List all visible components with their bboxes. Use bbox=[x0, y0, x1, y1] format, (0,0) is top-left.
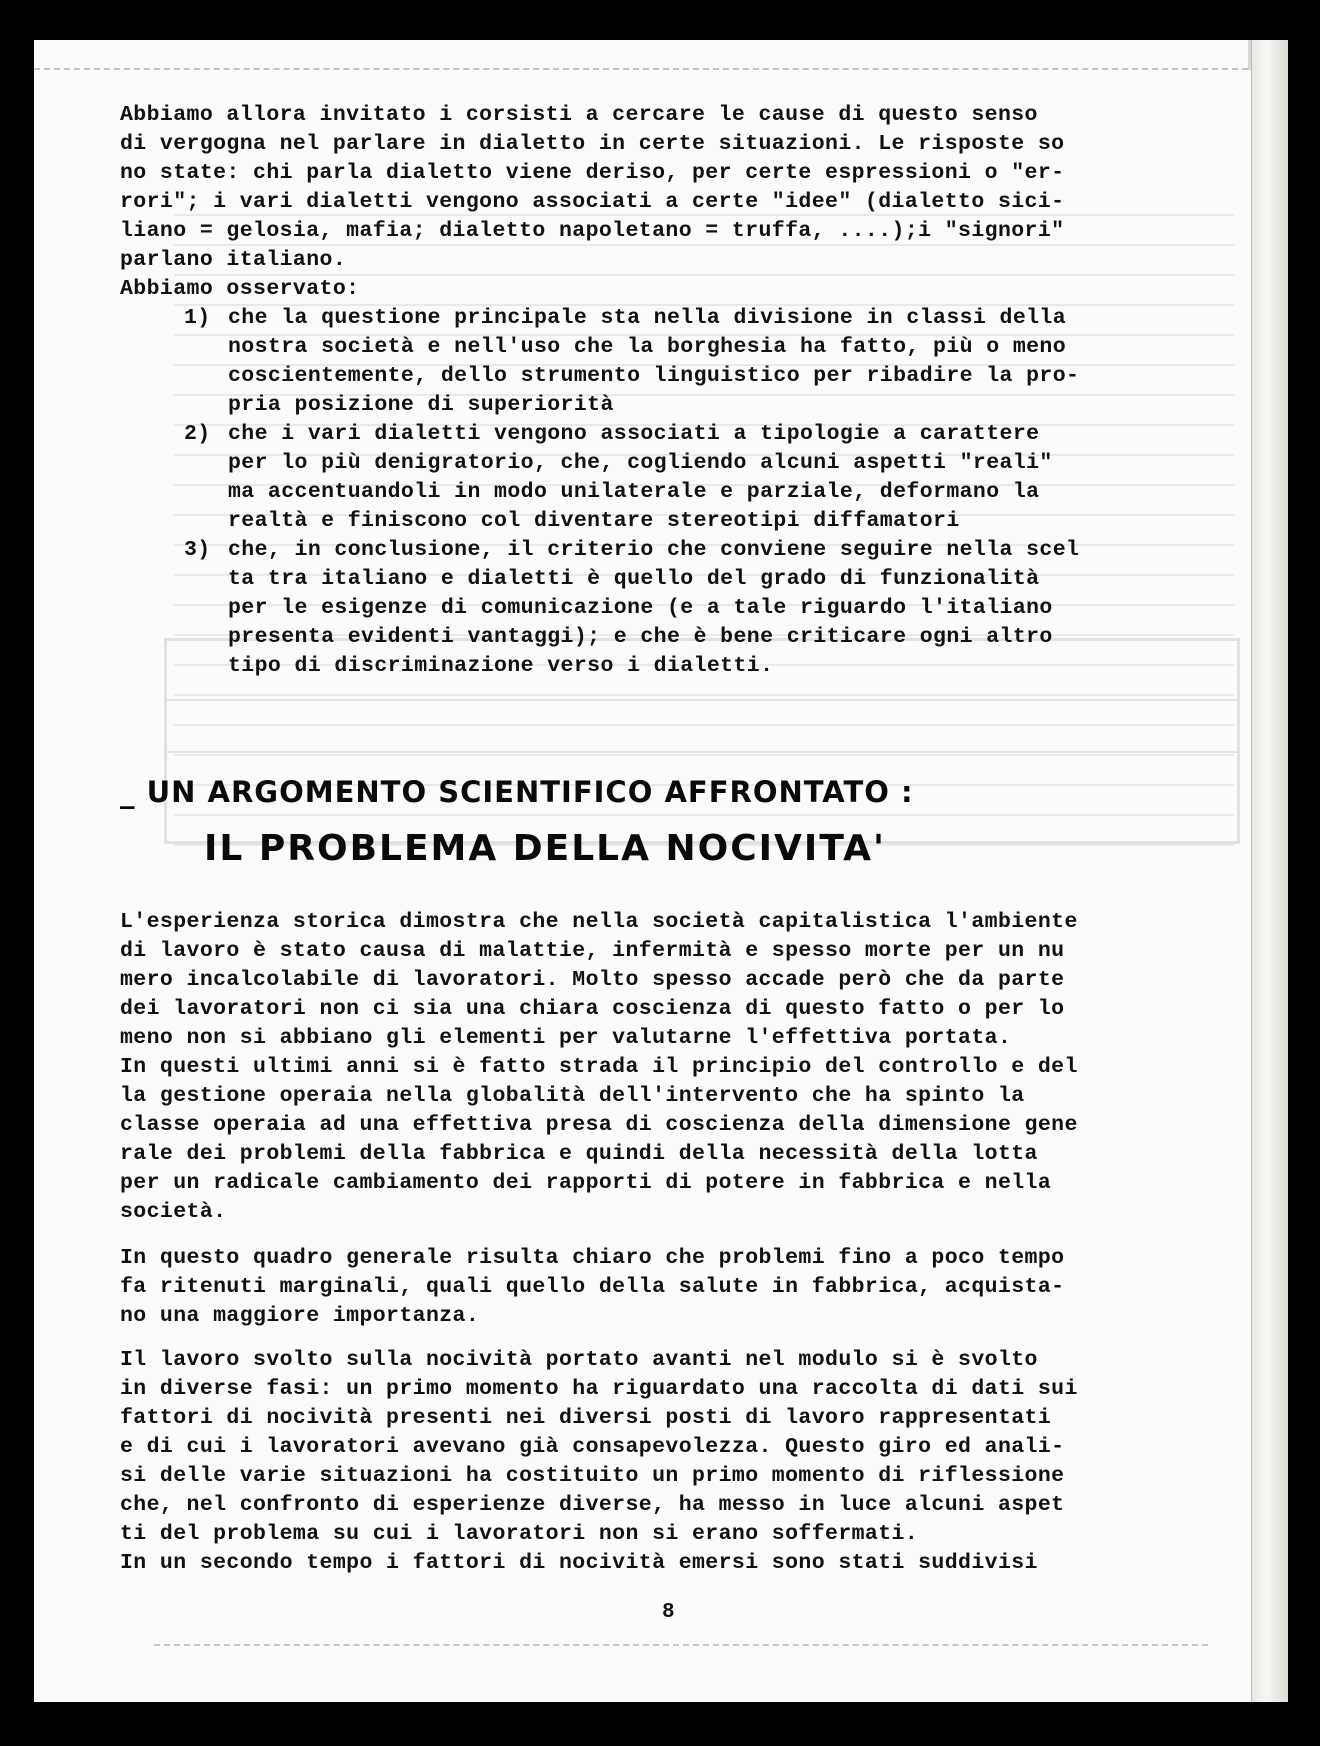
text-line: per un radicale cambiamento dei rapporti di potere in fabbrica e nella bbox=[120, 1171, 1052, 1195]
text-line: classe operaia ad una effettiva presa di coscienza della dimensione gene bbox=[120, 1113, 1078, 1137]
text-line: dei lavoratori non ci sia una chiara coscienza di questo fatto o per lo bbox=[120, 997, 1065, 1021]
text-line: di lavoro è stato causa di malattie, infermità e spesso morte per un nu bbox=[120, 939, 1065, 963]
text-line: realtà e finiscono col diventare stereotipi diffamatori bbox=[228, 509, 960, 533]
top-edge-dashes bbox=[34, 68, 1248, 70]
list-number: 2) bbox=[184, 422, 211, 446]
text-line: nostra società e nell'uso che la borghesia ha fatto, più o meno bbox=[228, 335, 1067, 359]
text-line: rale dei problemi della fabbrica e quindi della necessità della lotta bbox=[120, 1142, 1038, 1166]
text-line: tipo di discriminazione verso i dialetti. bbox=[228, 654, 774, 678]
text-line: ma accentuandoli in modo unilaterale e parziale, deformano la bbox=[228, 480, 1040, 504]
text-line: la gestione operaia nella globalità dell'intervento che ha spinto la bbox=[120, 1084, 1025, 1108]
text-line: società. bbox=[120, 1200, 227, 1224]
text-line: che la questione principale sta nella divisione in classi della bbox=[228, 306, 1067, 330]
text-line: per lo più denigratorio, che, cogliendo alcuni aspetti "reali" bbox=[228, 451, 1053, 475]
text-line: L'esperienza storica dimostra che nella società capitalistica l'ambiente bbox=[120, 910, 1078, 934]
text-line: ta tra italiano e dialetti è quello del grado di funzionalità bbox=[228, 567, 1040, 591]
section-heading-title: IL PROBLEMA DELLA NOCIVITA' bbox=[204, 828, 886, 869]
text-line: meno non si abbiano gli elementi per valutarne l'effettiva portata. bbox=[120, 1026, 1012, 1050]
text-line: che, nel confronto di esperienze diverse, ha messo in luce alcuni aspet bbox=[120, 1493, 1065, 1517]
text-line: in diverse fasi: un primo momento ha riguardato una raccolta di dati sui bbox=[120, 1377, 1078, 1401]
document-page bbox=[34, 40, 1288, 1702]
bottom-edge-dashes bbox=[154, 1644, 1208, 1646]
text-line: parlano italiano. bbox=[120, 248, 347, 272]
text-line: fa ritenuti marginali, quali quello della salute in fabbrica, acquista- bbox=[120, 1275, 1065, 1299]
text-line: per le esigenze di comunicazione (e a tale riguardo l'italiano bbox=[228, 596, 1053, 620]
text-line: che, in conclusione, il criterio che conviene seguire nella scel bbox=[228, 538, 1080, 562]
text-line: di vergogna nel parlare in dialetto in certe situazioni. Le risposte so bbox=[120, 132, 1065, 156]
text-line: Abbiamo osservato: bbox=[120, 277, 360, 301]
list-number: 3) bbox=[184, 538, 211, 562]
page-edge bbox=[1251, 40, 1288, 1702]
text-line: In questi ultimi anni si è fatto strada il principio del controllo e del bbox=[120, 1055, 1078, 1079]
text-line: no una maggiore importanza. bbox=[120, 1304, 480, 1328]
page-number: 8 bbox=[662, 1601, 675, 1624]
text-line: Abbiamo allora invitato i corsisti a cercare le cause di questo senso bbox=[120, 103, 1038, 127]
text-line: In un secondo tempo i fattori di nocività emersi sono stati suddivisi bbox=[120, 1551, 1038, 1575]
text-line: In questo quadro generale risulta chiaro che problemi fino a poco tempo bbox=[120, 1246, 1065, 1270]
list-number: 1) bbox=[184, 306, 211, 330]
text-line: ti del problema su cui i lavoratori non si erano soffermati. bbox=[120, 1522, 919, 1546]
section-heading: _ UN ARGOMENTO SCIENTIFICO AFFRONTATO : bbox=[120, 775, 914, 809]
text-line: coscientemente, dello strumento linguistico per ribadire la pro- bbox=[228, 364, 1080, 388]
text-line: liano = gelosia, mafia; dialetto napoletano = truffa, ....);i "signori" bbox=[120, 219, 1065, 243]
text-line: si delle varie situazioni ha costituito un primo momento di riflessione bbox=[120, 1464, 1065, 1488]
text-line: pria posizione di superiorità bbox=[228, 393, 614, 417]
text-line: mero incalcolabile di lavoratori. Molto spesso accade però che da parte bbox=[120, 968, 1065, 992]
text-line: fattori di nocività presenti nei diversi posti di lavoro rappresentati bbox=[120, 1406, 1052, 1430]
text-line: no state: chi parla dialetto viene deriso, per certe espressioni o "er- bbox=[120, 161, 1065, 185]
text-line: che i vari dialetti vengono associati a tipologie a carattere bbox=[228, 422, 1040, 446]
text-line: presenta evidenti vantaggi); e che è bene criticare ogni altro bbox=[228, 625, 1053, 649]
text-line: e di cui i lavoratori avevano già consapevolezza. Questo giro ed anali- bbox=[120, 1435, 1065, 1459]
text-line: Il lavoro svolto sulla nocività portato avanti nel modulo si è svolto bbox=[120, 1348, 1038, 1372]
text-line: rori"; i vari dialetti vengono associati a certe "idee" (dialetto sici- bbox=[120, 190, 1065, 214]
